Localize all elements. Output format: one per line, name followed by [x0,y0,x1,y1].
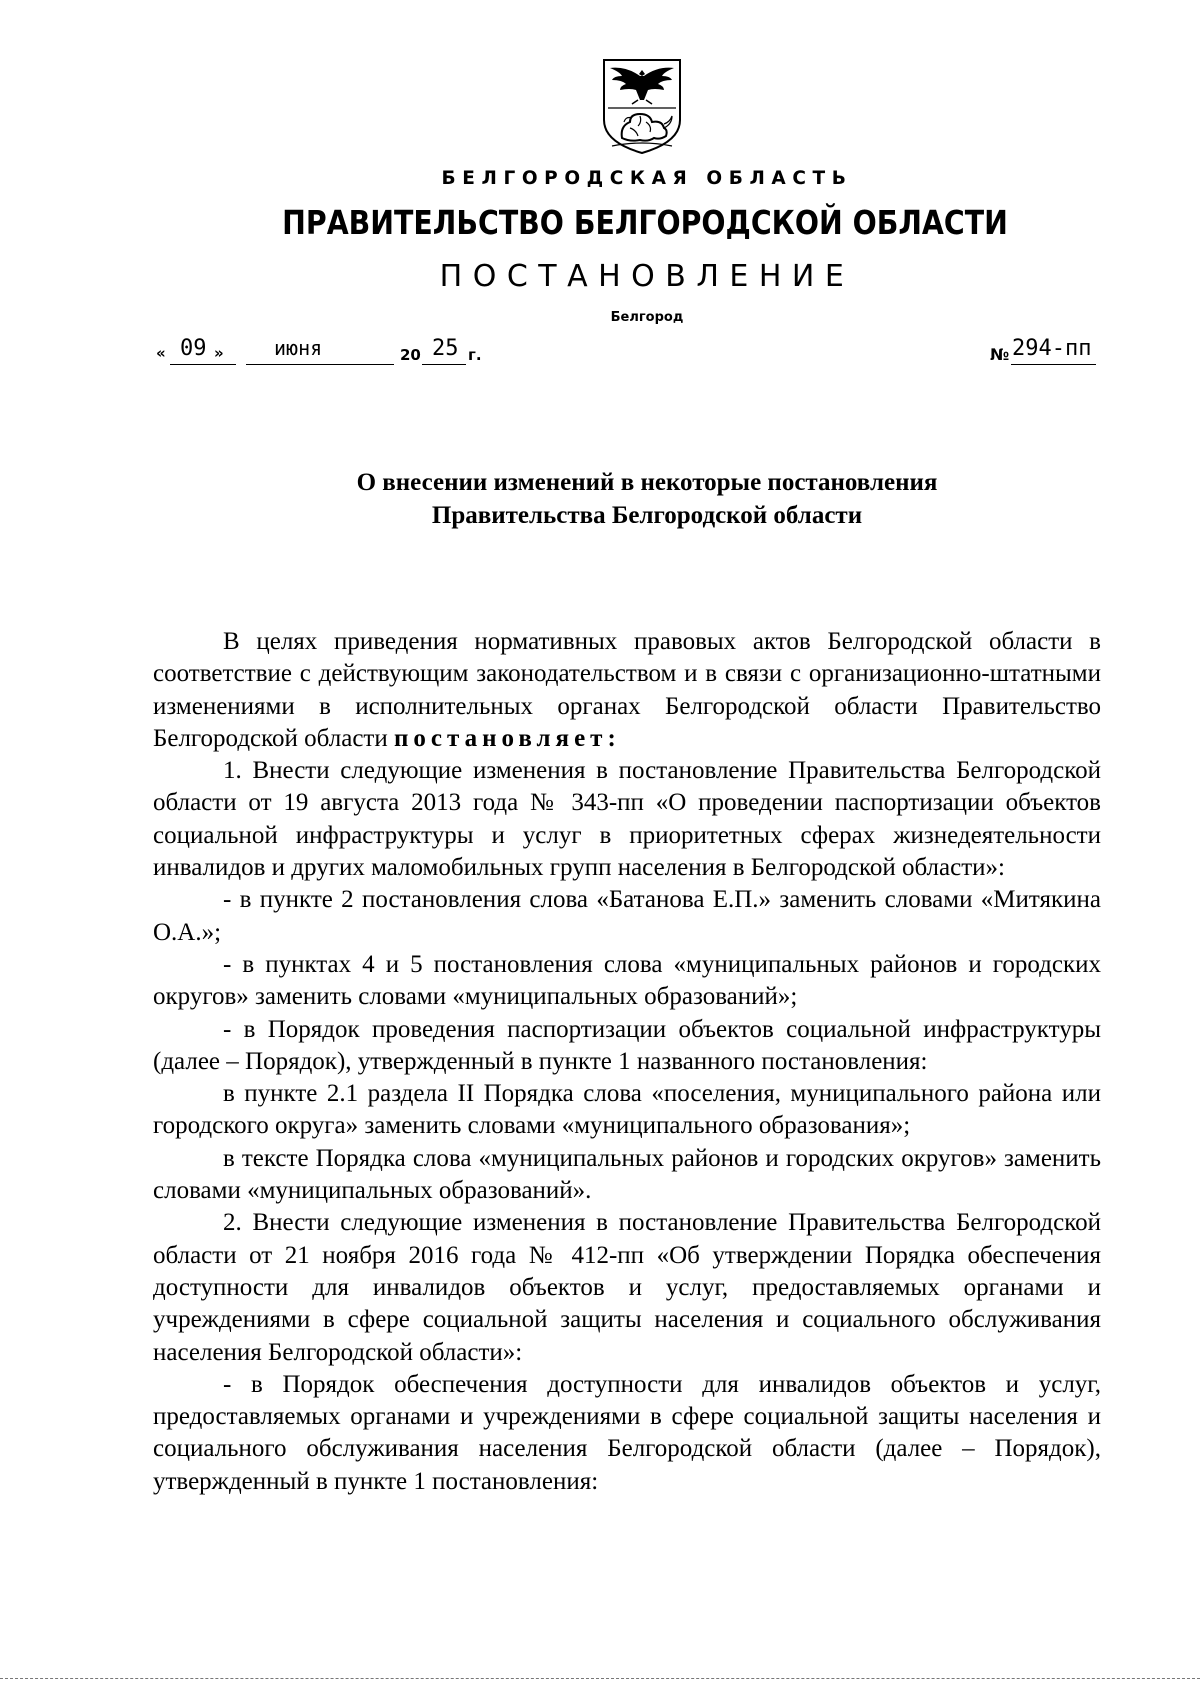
preamble-text: В целях приведения нормативных правовых актов Белгородской области в соответствие с действующим законодательством и в связи с организационно-штатными изменениями в исполнительных органах Белгородской области Правительство Белгородской области [153,628,1101,752]
region-name: БЕЛГОРОДСКАЯ ОБЛАСТЬ [441,168,853,189]
scan-edge-line [0,1678,1200,1679]
document-body [153,626,1101,1498]
date-day: 09 [180,336,207,361]
date-month: июня [274,336,323,360]
body-paragraph: в тексте Порядка слова «муниципальных районов и городских округов» заменить словами «муниципальных образований». [153,1144,1101,1205]
body-paragraph: - в Порядок обеспечения доступности для инвалидов объектов и услуг, предоставляемых органами и учреждениями в сфере социальной защиты населения и социального обслуживания населения Белгородской области (далее – Порядок), утвержденный в пункте 1 постановления: [153,1370,1101,1495]
title-line-2: Правительства Белгородской области [431,502,863,529]
coat-of-arms-emblem [600,56,684,156]
date-year-suffix: 25 [432,336,459,361]
government-name: ПРАВИТЕЛЬСТВО БЕЛГОРОДСКОЙ ОБЛАСТИ [282,203,1008,242]
month-underline [246,364,394,365]
year-underline [422,364,466,365]
title-line-1: О внесении изменений в некоторые постановления [356,469,938,496]
body-paragraph: 1. Внести следующие изменения в постановление Правительства Белгородской области от 19 августа 2013 года № 343-пп «О проведении паспортизации объектов социальной инфраструктуры и услуг в приоритетных сферах жизнедеятельности инвалидов и других маломобильных групп населения в Белгородской области»: [153,757,1101,882]
preamble-paragraph [153,626,1101,755]
document-title [0,466,1200,532]
number-sign: № [990,345,1010,364]
date-year-prefix: 20 [400,346,421,364]
day-underline [170,364,236,365]
body-paragraph: - в пункте 2 постановления слова «Батанова Е.П.» заменить словами «Митякина О.А.»; [153,886,1101,946]
number-underline [1011,364,1096,365]
body-paragraph: 2. Внести следующие изменения в постановление Правительства Белгородской области от 21 ноября 2016 года № 412-пп «Об утверждении Порядка обеспечения доступности для инвалидов объектов и услуг, предоставляемых органами и учреждениями в сфере социальной защиты населения и социального обслуживания населения Белгородской области»: [153,1209,1101,1366]
body-paragraph: в пункте 2.1 раздела II Порядка слова «поселения, муниципального района или городского округа» заменить словами «муниципального образования»; [153,1080,1101,1140]
city-name: Белгород [610,310,684,325]
body-paragraph: - в пунктах 4 и 5 постановления слова «муниципальных районов и городских округов» заменить словами «муниципальных образований»; [153,950,1101,1011]
body-paragraph: - в Порядок проведения паспортизации объектов социальной инфраструктуры (далее – Порядок), утвержденный в пункте 1 названного постановления: [153,1015,1101,1075]
date-open-quote: « [156,344,166,362]
date-year-mark: г. [468,346,482,364]
document-type: ПОСТАНОВЛЕНИЕ [439,259,855,294]
date-close-quote: » [214,344,224,362]
document-number: 294-пп [1012,336,1092,361]
date-number-line [156,336,1096,370]
preamble-verb: постановляет: [393,724,621,752]
